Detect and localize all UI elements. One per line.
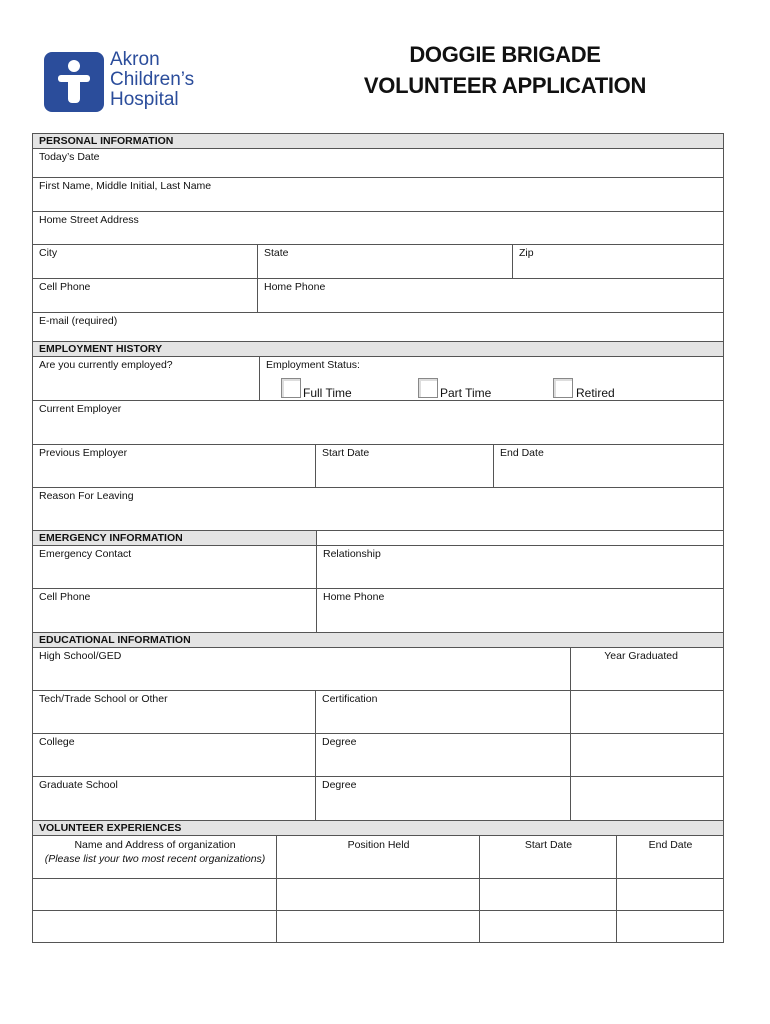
logo-line-2: Children’s — [110, 69, 195, 90]
previous-employer-field[interactable] — [32, 444, 316, 488]
emergency-header-spacer — [316, 530, 724, 546]
state-label: State — [264, 247, 289, 259]
tech-school-field[interactable] — [32, 690, 316, 734]
home-phone-field[interactable] — [257, 278, 724, 313]
section-header-employment: EMPLOYMENT HISTORY — [32, 341, 724, 357]
city-field[interactable] — [32, 244, 258, 279]
emergency-home-phone-label: Home Phone — [323, 591, 385, 603]
graduate-school-field[interactable] — [32, 776, 316, 821]
employment-status-label: Employment Status: — [266, 359, 360, 371]
emergency-home-phone-field[interactable] — [316, 588, 724, 633]
relationship-field[interactable] — [316, 545, 724, 589]
year-graduated-label: Year Graduated — [604, 650, 678, 662]
volunteer-row-1-position[interactable] — [276, 878, 480, 911]
hospital-logo — [44, 50, 204, 116]
employment-end-date-label: End Date — [500, 447, 544, 459]
organization-header-label: Name and Address of organization — [74, 839, 236, 851]
position-header-label: Position Held — [347, 839, 410, 851]
form-title-line-2: VOLUNTEER APPLICATION — [363, 73, 647, 98]
tech-school-label: Tech/Trade School or Other — [39, 693, 168, 705]
email-label: E-mail (required) — [39, 315, 118, 327]
graduate-year-field[interactable] — [570, 776, 724, 821]
city-label: City — [39, 247, 58, 259]
logo-wordmark — [110, 50, 194, 110]
employment-start-date-field[interactable] — [315, 444, 494, 488]
start-date-column-header — [479, 835, 617, 879]
emergency-contact-label: Emergency Contact — [39, 548, 132, 560]
section-header-personal: PERSONAL INFORMATION — [32, 133, 724, 149]
volunteer-start-date-label: Start Date — [524, 839, 573, 851]
previous-employer-label: Previous Employer — [39, 447, 128, 459]
tech-year-field[interactable] — [570, 690, 724, 734]
logo-line-3: Hospital — [110, 89, 179, 110]
logo-line-1: Akron — [110, 49, 160, 70]
zip-field[interactable] — [512, 244, 724, 279]
volunteer-end-date-label: End Date — [648, 839, 693, 851]
emergency-contact-field[interactable] — [32, 545, 317, 589]
college-year-field[interactable] — [570, 733, 724, 777]
email-field[interactable] — [32, 312, 724, 342]
high-school-field[interactable] — [32, 647, 571, 691]
section-header-volunteer: VOLUNTEER EXPERIENCES — [32, 820, 724, 836]
reason-for-leaving-label: Reason For Leaving — [39, 490, 134, 502]
street-address-label: Home Street Address — [39, 214, 139, 226]
organization-column-header — [32, 835, 277, 879]
todays-date-label: Today’s Date — [39, 151, 100, 163]
volunteer-row-1-start-date[interactable] — [479, 878, 617, 911]
retired-checkbox[interactable] — [553, 378, 573, 398]
current-employer-label: Current Employer — [39, 403, 122, 415]
retired-label: Retired — [576, 386, 615, 400]
graduate-degree-field[interactable] — [315, 776, 571, 821]
volunteer-row-2-start-date[interactable] — [479, 910, 617, 943]
reason-for-leaving-field[interactable] — [32, 487, 724, 531]
college-degree-label: Degree — [322, 736, 357, 748]
full-name-label: First Name, Middle Initial, Last Name — [39, 180, 212, 192]
end-date-column-header — [616, 835, 724, 879]
year-graduated-header — [570, 647, 724, 691]
high-school-label: High School/GED — [39, 650, 122, 662]
emergency-cell-phone-label: Cell Phone — [39, 591, 91, 603]
state-field[interactable] — [257, 244, 513, 279]
child-figure-icon — [44, 52, 104, 112]
street-address-field[interactable] — [32, 211, 724, 245]
volunteer-row-2-end-date[interactable] — [616, 910, 724, 943]
emergency-cell-phone-field[interactable] — [32, 588, 317, 633]
currently-employed-field[interactable] — [32, 356, 260, 401]
todays-date-field[interactable] — [32, 148, 724, 178]
college-label: College — [39, 736, 75, 748]
section-header-education: EDUCATIONAL INFORMATION — [32, 632, 724, 648]
organization-header-note: (Please list your two most recent organizations) — [44, 853, 266, 865]
full-time-checkbox[interactable] — [281, 378, 301, 398]
current-employer-field[interactable] — [32, 400, 724, 445]
section-header-emergency: EMERGENCY INFORMATION — [32, 530, 317, 546]
employment-end-date-field[interactable] — [493, 444, 724, 488]
graduate-school-label: Graduate School — [39, 779, 118, 791]
volunteer-row-2-organization[interactable] — [32, 910, 277, 943]
volunteer-row-1-organization[interactable] — [32, 878, 277, 911]
certification-field[interactable] — [315, 690, 571, 734]
currently-employed-label: Are you currently employed? — [39, 359, 173, 371]
zip-label: Zip — [519, 247, 534, 259]
part-time-checkbox[interactable] — [418, 378, 438, 398]
full-name-field[interactable] — [32, 177, 724, 212]
college-degree-field[interactable] — [315, 733, 571, 777]
home-phone-label: Home Phone — [264, 281, 326, 293]
certification-label: Certification — [322, 693, 378, 705]
college-field[interactable] — [32, 733, 316, 777]
volunteer-row-1-end-date[interactable] — [616, 878, 724, 911]
part-time-label: Part Time — [440, 386, 492, 400]
employment-start-date-label: Start Date — [322, 447, 370, 459]
graduate-degree-label: Degree — [322, 779, 357, 791]
volunteer-row-2-position[interactable] — [276, 910, 480, 943]
cell-phone-field[interactable] — [32, 278, 258, 313]
cell-phone-label: Cell Phone — [39, 281, 91, 293]
form-title-line-1: DOGGIE BRIGADE — [409, 42, 601, 67]
position-column-header — [276, 835, 480, 879]
full-time-label: Full Time — [303, 386, 352, 400]
relationship-label: Relationship — [323, 548, 381, 560]
